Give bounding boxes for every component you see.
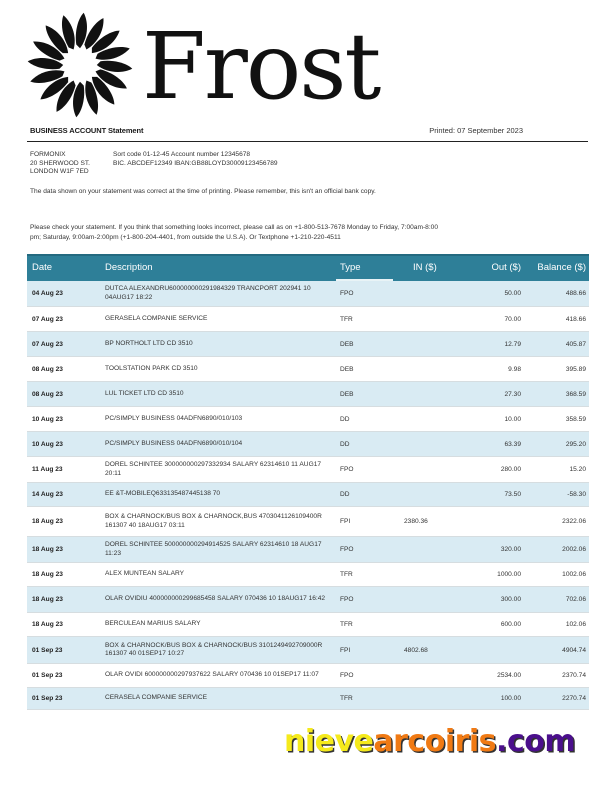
column-header-out: Out ($) xyxy=(491,262,521,273)
cell-out: 600.00 xyxy=(500,621,521,628)
cell-type: TFR xyxy=(340,571,353,578)
cell-date: 14 Aug 23 xyxy=(32,491,63,498)
cell-type: DEB xyxy=(340,340,354,348)
cell-type: DD xyxy=(340,415,350,423)
cell-type: TFR xyxy=(340,695,353,702)
cell-date: 08 Aug 23 xyxy=(32,365,63,373)
cell-out: 12.79 xyxy=(504,340,521,348)
cell-date: 01 Sep 23 xyxy=(32,672,63,679)
cell-type: FPO xyxy=(340,546,354,553)
address-line-1: 20 SHERWOOD ST. xyxy=(30,159,90,167)
cell-date: 01 Sep 23 xyxy=(32,646,63,654)
printed-date: Printed: 07 September 2023 xyxy=(429,126,523,135)
cell-out: 50.00 xyxy=(504,290,521,297)
cell-date: 18 Aug 23 xyxy=(32,546,63,553)
cell-out: 27.30 xyxy=(504,390,521,398)
cell-balance: -58.30 xyxy=(567,491,586,498)
cell-balance: 702.06 xyxy=(565,596,586,603)
cell-balance: 1002.06 xyxy=(562,571,586,578)
cell-out: 1000.00 xyxy=(497,571,521,578)
cell-date: 10 Aug 23 xyxy=(32,440,63,448)
cell-date: 07 Aug 23 xyxy=(32,340,63,348)
watermark-text xyxy=(284,724,575,759)
watermark-part-1: nieve xyxy=(284,724,374,759)
cell-description: GERASELA COMPANIE SERVICE xyxy=(105,314,208,322)
table-row xyxy=(27,281,589,307)
cell-balance: 102.06 xyxy=(565,621,586,628)
table-row xyxy=(27,382,589,407)
cell-type: TFR xyxy=(340,315,353,323)
cell-out: 10.00 xyxy=(504,415,521,423)
cell-description: OLAR OVIDIU 400000000299685458 SALARY 070436 10 18AUG17 16:42 xyxy=(105,595,326,603)
cell-balance: 2002.06 xyxy=(562,546,586,553)
cell-out: 280.00 xyxy=(500,466,521,473)
watermark-part-2: arcoiris xyxy=(373,724,497,759)
table-row xyxy=(27,357,589,382)
cell-description: TOOLSTATION PARK CD 3510 xyxy=(105,364,198,372)
column-header-date: Date xyxy=(32,262,53,273)
table-header xyxy=(27,254,589,281)
cell-description: BP NORTHOLT LTD CD 3510 xyxy=(105,339,193,347)
table-row xyxy=(27,307,589,332)
cell-date: 18 Aug 23 xyxy=(32,621,63,628)
cell-out: 9.98 xyxy=(508,365,521,373)
table-row xyxy=(27,613,589,637)
cell-balance: 405.87 xyxy=(565,340,586,348)
statement-title-bar xyxy=(27,124,588,142)
cell-type: DD xyxy=(340,440,350,448)
cell-date: 04 Aug 23 xyxy=(32,290,63,297)
table-row xyxy=(27,664,589,688)
cell-balance: 418.66 xyxy=(565,315,586,323)
cell-type: FPI xyxy=(340,646,351,654)
bank-details-block xyxy=(113,151,278,168)
table-row xyxy=(27,332,589,357)
cell-out: 73.50 xyxy=(504,491,521,498)
cell-description: LUL TICKET LTD CD 3510 xyxy=(105,389,184,397)
table-row xyxy=(27,507,589,537)
cell-out: 63.39 xyxy=(504,440,521,448)
cell-type: FPO xyxy=(340,290,354,297)
cell-date: 08 Aug 23 xyxy=(32,390,63,398)
table-row xyxy=(27,587,589,613)
brand-wordmark: Frost xyxy=(142,13,380,120)
column-header-balance: Balance ($) xyxy=(537,262,586,273)
bic-iban: BIC. ABCDEF12349 IBAN:GB88LOYD30009123456789 xyxy=(113,159,278,167)
brand-header xyxy=(24,10,379,120)
cell-description: DOREL SCHINTEE 300000000297332934 SALARY 62314610 11 AUG17 20:11 xyxy=(105,461,322,477)
cell-out: 2534.00 xyxy=(497,672,521,679)
watermark-part-3: .com xyxy=(496,724,576,759)
cell-balance: 358.59 xyxy=(565,415,586,423)
contact-text: Please check your statement. If you think that something looks incorrect, please call as on +1-800-513-7678 Monday to Friday, 7:00am-8:00 pm; Saturday, 9:00am-2:00pm (+1-800-204-4401, from outside the U.S.A). Or Textphone +1-210-220-4511 xyxy=(30,224,438,241)
cell-out: 70.00 xyxy=(504,315,521,323)
account-holder-block xyxy=(30,151,90,177)
cell-type: DD xyxy=(340,491,350,498)
sort-code-account-number: Sort code 01-12-45 Account number 12345678 xyxy=(113,151,251,158)
cell-description: BERCULEAN MARIUS SALARY xyxy=(105,620,201,628)
cell-date: 18 Aug 23 xyxy=(32,596,63,603)
cell-date: 18 Aug 23 xyxy=(32,571,63,578)
column-header-description: Description xyxy=(105,262,153,273)
sunburst-swirl-icon xyxy=(24,9,136,121)
cell-type: DEB xyxy=(340,390,354,398)
cell-description: PC/SIMPLY BUSINESS 04ADFN6890/010/104 xyxy=(105,439,243,447)
cell-date: 18 Aug 23 xyxy=(32,518,63,525)
address-line-2: LONDON W1F 7ED xyxy=(30,168,89,176)
transactions-table xyxy=(27,254,589,710)
disclaimer-text: The data shown on your statement was correct at the time of printing. Please remember, this isn't an official bank copy. xyxy=(30,188,376,195)
column-header-in: IN ($) xyxy=(413,262,437,273)
cell-description: ALEX MUNTEAN SALARY xyxy=(105,570,185,578)
table-row xyxy=(27,688,589,710)
cell-type: FPO xyxy=(340,672,354,679)
cell-balance: 2370.74 xyxy=(562,672,586,679)
cell-type: FPI xyxy=(340,518,351,525)
cell-in: 2380.36 xyxy=(404,518,428,525)
cell-description: BOX & CHARNOCK/BUS BOX & CHARNOCK,BUS 4703041126109400R 161307 40 18AUG17 03:11 xyxy=(105,513,322,529)
table-row xyxy=(27,563,589,587)
cell-out: 100.00 xyxy=(500,695,521,702)
cell-date: 10 Aug 23 xyxy=(32,415,63,423)
cell-in: 4802.68 xyxy=(404,646,428,654)
cell-description: CERASELA COMPANIE SERVICE xyxy=(105,694,207,702)
cell-balance: 488.66 xyxy=(565,290,586,297)
table-row xyxy=(27,483,589,507)
cell-balance: 2270.74 xyxy=(562,695,586,702)
cell-date: 11 Aug 23 xyxy=(32,466,63,473)
cell-balance: 4904.74 xyxy=(562,646,586,654)
table-row xyxy=(27,637,589,664)
cell-date: 01 Sep 23 xyxy=(32,695,63,702)
cell-balance: 2322.06 xyxy=(562,518,586,525)
table-row xyxy=(27,407,589,432)
cell-out: 300.00 xyxy=(500,596,521,603)
cell-type: DEB xyxy=(340,365,354,373)
cell-description: OLAR OVIDI 600000000297937622 SALARY 070436 10 01SEP17 11:07 xyxy=(105,671,319,679)
column-header-type: Type xyxy=(336,254,393,281)
cell-balance: 395.89 xyxy=(565,365,586,373)
table-row xyxy=(27,537,589,563)
table-row xyxy=(27,432,589,457)
table-row xyxy=(27,457,589,483)
cell-date: 07 Aug 23 xyxy=(32,315,63,323)
cell-type: FPO xyxy=(340,596,354,603)
cell-description: DOREL SCHINTEE 500000000294914525 SALARY 62314610 18 AUG17 11:23 xyxy=(105,541,322,557)
cell-type: TFR xyxy=(340,621,353,628)
cell-balance: 15.20 xyxy=(569,466,586,473)
cell-out: 320.00 xyxy=(500,546,521,553)
cell-description: EE &T-MOBILEQ633135487445138 70 xyxy=(105,490,221,498)
cell-description: PC/SIMPLY BUSINESS 04ADFN6890/010/103 xyxy=(105,414,243,422)
cell-description: DUTCA ALEXANDRU600000000291984329 TRANCPORT 202941 10 04AUG17 18:22 xyxy=(105,285,311,301)
statement-title: BUSINESS ACCOUNT Statement xyxy=(30,126,144,135)
cell-type: FPO xyxy=(340,466,354,473)
cell-balance: 368.59 xyxy=(565,390,586,398)
account-holder-name: FORMONIX xyxy=(30,151,66,158)
cell-description: BOX & CHARNOCK/BUS BOX & CHARNOCK/BUS 3101249492709000R 161307 40 01SEP17 10:27 xyxy=(105,641,323,657)
cell-balance: 295.20 xyxy=(565,440,586,448)
table-body xyxy=(27,281,589,710)
